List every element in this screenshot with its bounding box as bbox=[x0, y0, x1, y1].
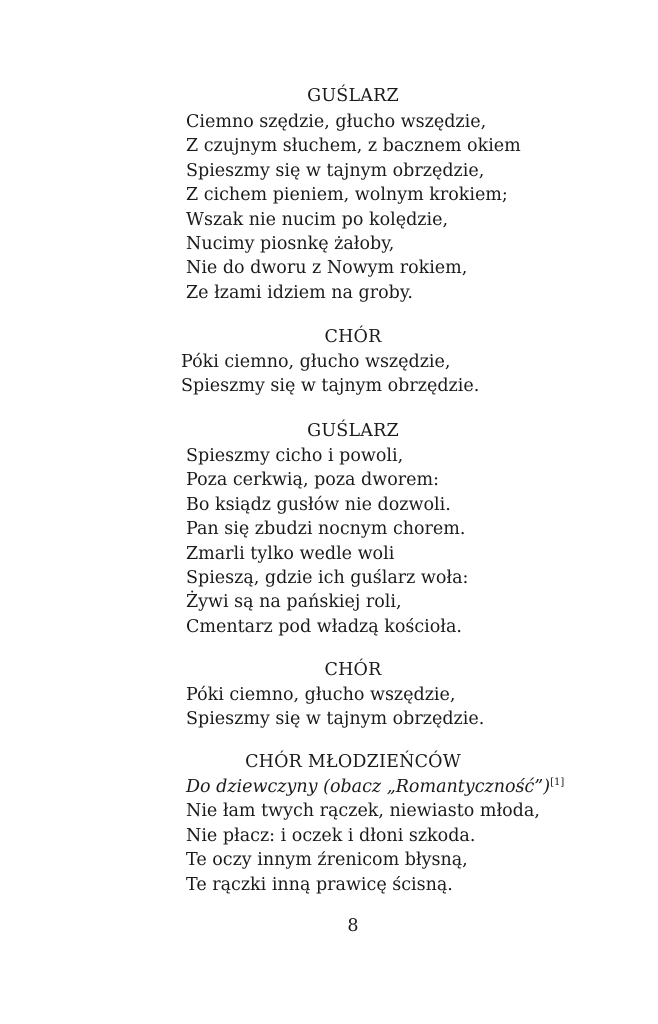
verse-lines bbox=[186, 444, 468, 639]
verse-line: Póki ciemno, głucho wszędzie, bbox=[181, 352, 451, 372]
verse-line: Ciemno szędzie, głucho wszędzie, bbox=[186, 112, 487, 132]
verse-line: Póki ciemno, głucho wszędzie, bbox=[186, 685, 456, 705]
verse-line: Nie łam twych rączek, niewiasto młoda, bbox=[186, 801, 540, 822]
verse-line: Wszak nie nucim po kolędzie, bbox=[186, 209, 449, 230]
verse-line: Z cichem pieniem, wolnym krokiem; bbox=[186, 185, 508, 206]
verse-line: Nucimy piosnkę żałoby, bbox=[186, 234, 395, 255]
speaker-name: CHÓR bbox=[324, 660, 382, 680]
verse-line: Pan się zbudzi nocnym chorem. bbox=[186, 519, 466, 540]
verse-lines bbox=[186, 775, 564, 897]
verse-line: Cmentarz pod władzą kościoła. bbox=[186, 616, 462, 637]
section-subtitle bbox=[186, 775, 564, 799]
speaker-name: CHÓR MŁODZIEŃCÓW bbox=[245, 752, 461, 772]
verse-line: Bo ksiądz gusłów nie dozwoli. bbox=[186, 494, 451, 515]
verse-line: Poza cerkwią, poza dworem: bbox=[186, 470, 439, 491]
verse-line: Zmarli tylko wedle woli bbox=[186, 543, 395, 564]
speaker-name: GUŚLARZ bbox=[307, 421, 399, 441]
verse-line: Nie płacz: i oczek i dłoni szkoda. bbox=[186, 825, 476, 846]
verse-line: Spieszmy się w tajnym obrzędzie. bbox=[186, 709, 485, 730]
footnote-marker[interactable]: [1] bbox=[550, 777, 565, 789]
subtitle-text: Do dziewczyny (obacz „Romantyczność”) bbox=[186, 777, 551, 797]
verse-line: Ze łzami idziem na groby. bbox=[186, 282, 413, 303]
verse-lines bbox=[186, 110, 521, 305]
verse-line: Nie do dworu z Nowym rokiem, bbox=[186, 258, 468, 279]
verse-line: Te oczy innym źrenicom błysną, bbox=[186, 850, 468, 871]
verse-line: Spieszmy się w tajnym obrzędzie, bbox=[186, 160, 485, 181]
verse-line: Z czujnym słuchem, z bacznem okiem bbox=[186, 136, 521, 157]
verse-lines bbox=[186, 683, 484, 732]
verse-line: Spieszmy się w tajnym obrzędzie. bbox=[181, 376, 480, 397]
speaker-name: CHÓR bbox=[324, 327, 382, 347]
verse-line: Spieszą, gdzie ich guślarz woła: bbox=[186, 568, 469, 589]
speaker-name: GUŚLARZ bbox=[307, 86, 399, 106]
verse-lines bbox=[181, 350, 479, 399]
verse-line: Te rączki inną prawicę ścisną. bbox=[186, 874, 453, 895]
verse-line: Spieszmy cicho i powoli, bbox=[186, 446, 404, 466]
page-number: 8 bbox=[347, 916, 359, 936]
verse-line: Żywi są na pańskiej roli, bbox=[186, 592, 402, 613]
